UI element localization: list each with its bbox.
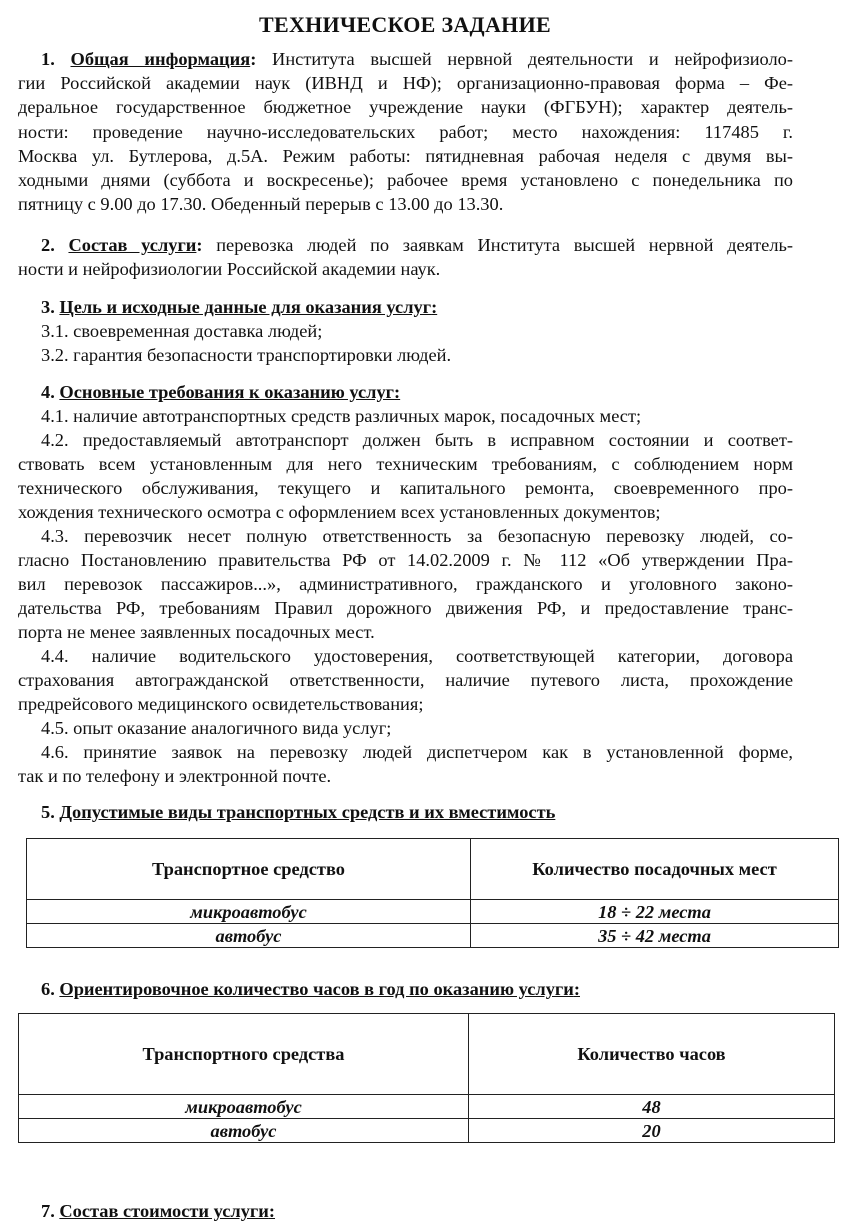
section-1-line: ности: проведение научно-исследовательских работ; место нахождения: 117485 г. [18, 122, 793, 142]
section-7-heading: Состав стоимости услуги [59, 1201, 269, 1221]
table-header-row [19, 1014, 835, 1095]
table-cell: 20 [469, 1119, 835, 1143]
table-header-row [27, 839, 839, 900]
document-title: ТЕХНИЧЕСКОЕ ЗАДАНИЕ [259, 12, 551, 37]
section-4-line: ствовать всем установленным для него техническим требованиям, с соблюдением норм [18, 454, 793, 474]
section-2-heading: Состав услуги [68, 235, 197, 255]
table-header-cell: Транспортного средства [19, 1014, 469, 1095]
section-2-line: 2. Состав услуги: перевозка людей по заявкам Института высшей нервной деятель- [41, 235, 794, 255]
table-cell: 18 ÷ 22 места [471, 900, 839, 924]
section-4-line: гласно Постановлению правительства РФ от 14.02.2009 г. № 112 «Об утверждении Пра- [18, 550, 793, 570]
section-4-line: 4.4. наличие водительского удостоверения, соответствующей категории, договора [41, 646, 793, 666]
table-row [19, 1095, 835, 1119]
section-1-line: ходными днями (суббота и воскресенье); рабочее время установлено с понедельника по [18, 170, 793, 190]
section-7-heading-line: 7. Состав стоимости услуги: [41, 1201, 276, 1221]
table-row [19, 1119, 835, 1143]
table-header-cell: Количество часов [469, 1014, 835, 1095]
section-1-line: гии Российской академии наук (ИВНД и НФ); организационно-правовая форма – Фе- [18, 73, 793, 93]
section-1-line: пятницу с 9.00 до 17.30. Обеденный перерыв с 13.00 до 13.30. [18, 194, 504, 214]
section-4-line: страхования автогражданской ответственности, наличие путевого листа, прохождение [18, 670, 793, 690]
section-4-number: 4. [41, 382, 60, 402]
section-2-number: 2. [41, 235, 69, 255]
section-7-number: 7. [41, 1201, 60, 1221]
section-4-line: вил перевозок пассажиров...», административного, гражданского и уголовного законо- [18, 574, 793, 594]
section-6-heading-line: 6. Ориентировочное количество часов в год по оказанию услуги: [41, 979, 580, 999]
section-6-number: 6. [41, 979, 60, 999]
section-3-item: 3.1. своевременная доставка людей; [41, 321, 323, 341]
section-4-line: 4.2. предоставляемый автотранспорт должен быть в исправном состоянии и соответ- [41, 430, 793, 450]
table-cell: микроавтобус [19, 1095, 469, 1119]
section-4-line: 4.6. принятие заявок на перевозку людей диспетчером как в установленной форме, [41, 742, 793, 762]
section-3-heading-line: 3. Цель и исходные данные для оказания услуг: [41, 297, 438, 317]
section-4-line: 4.5. опыт оказание аналогичного вида услуг; [41, 718, 392, 738]
table-cell: 35 ÷ 42 места [471, 924, 839, 948]
section-4-line: дательства РФ, требованиям Правил дорожного движения РФ, и предоставление транс- [18, 598, 793, 618]
table-cell: микроавтобус [27, 900, 471, 924]
section-1-number: 1. [41, 49, 71, 69]
table-row [27, 924, 839, 948]
table-cell: автобус [19, 1119, 469, 1143]
table-header-cell: Количество посадочных мест [471, 839, 839, 900]
section-4-line: 4.1. наличие автотранспортных средств различных марок, посадочных мест; [41, 406, 642, 426]
table-row [27, 900, 839, 924]
section-4-line: порта не менее заявленных посадочных мест. [18, 622, 375, 642]
table-cell: автобус [27, 924, 471, 948]
section-1-line: деральное государственное бюджетное учреждение науки (ФГБУН); характер деятель- [18, 97, 793, 117]
section-6-heading: Ориентировочное количество часов в год по оказанию услуги [59, 979, 574, 999]
section-4-line: хождения технического осмотра с оформлением всех установленных документов; [18, 502, 661, 522]
section-1-line: Москва ул. Бутлерова, д.5А. Режим работы: пятидневная рабочая неделя с двумя вы- [18, 146, 793, 166]
section-3-item: 3.2. гарантия безопасности транспортировки людей. [41, 345, 452, 365]
table-cell: 48 [469, 1095, 835, 1119]
section-5-number: 5. [41, 802, 60, 822]
section-4-line: технического обслуживания, текущего и капитального ремонта, своевременного про- [18, 478, 793, 498]
section-1-line: 1. Общая информация: Института высшей нервной деятельности и нейрофизиоло- [41, 49, 793, 69]
section-4-heading-line: 4. Основные требования к оказанию услуг: [41, 382, 401, 402]
section-1-heading: Общая информация [70, 49, 251, 69]
service-hours-table [18, 1013, 835, 1143]
section-4-heading: Основные требования к оказанию услуг [59, 382, 395, 402]
section-5-heading: Допустимые виды транспортных средств и их вместимость [59, 802, 556, 822]
section-5-heading-line [41, 800, 816, 824]
section-4-line: 4.3. перевозчик несет полную ответственность за безопасную перевозку людей, со- [41, 526, 793, 546]
section-2-line: ности и нейрофизиологии Российской академии наук. [18, 259, 441, 279]
section-3-number: 3. [41, 297, 60, 317]
vehicle-capacity-table [26, 838, 839, 948]
section-4-line: так и по телефону и электронной почте. [18, 766, 332, 786]
table-header-cell: Транспортное средство [27, 839, 471, 900]
section-4-line: предрейсового медицинского освидетельствования; [18, 694, 424, 714]
section-1-text: Института высшей нервной деятельности и нейрофизиоло- [256, 49, 793, 69]
section-3-heading: Цель и исходные данные для оказания услуг [59, 297, 432, 317]
section-2-text: перевозка людей по заявкам Института высшей нервной деятель- [202, 235, 794, 255]
